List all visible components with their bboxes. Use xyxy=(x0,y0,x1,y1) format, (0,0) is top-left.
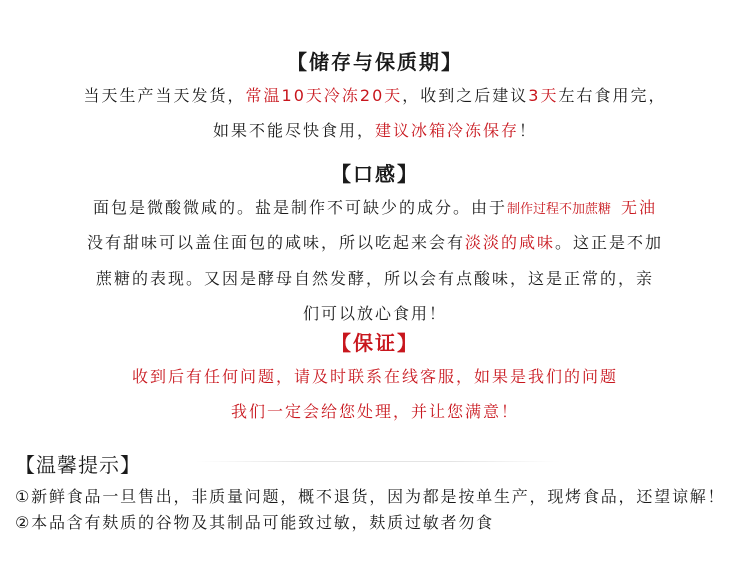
storage-text: 左右食用完， xyxy=(558,86,667,105)
storage-text: 当天生产当天发货， xyxy=(83,86,246,105)
storage-consume-days-highlight: 3天 xyxy=(528,86,559,105)
taste-line-3: 蔗糖的表现。又因是酵母自然发酵，所以会有点酸味，这是正常的，亲 xyxy=(95,269,654,288)
taste-no-sugar-highlight: 制作过程不加蔗糖 xyxy=(506,202,611,217)
taste-salty-highlight: 淡淡的咸味 xyxy=(464,233,555,252)
storage-shelf-life-highlight: 常温10天冷冻20天 xyxy=(245,86,403,105)
guarantee-line-2: 我们一定会给您处理，并让您满意！ xyxy=(230,402,519,421)
taste-text: 没有甜味可以盖住面包的咸味，所以吃起来会有 xyxy=(86,233,465,252)
divider-line xyxy=(195,461,560,462)
storage-text: 如果不能尽快食用， xyxy=(212,121,375,140)
taste-line-1 xyxy=(0,198,750,218)
guarantee-heading: 【保证】 xyxy=(331,331,419,355)
guarantee-line-1: 收到后有任何问题，请及时联系在线客服，如果是我们的问题 xyxy=(131,367,618,386)
tip-item: ②本品含有麸质的谷物及其制品可能致过敏，麸质过敏者勿食 xyxy=(15,513,494,532)
tip-item: ①新鲜食品一旦售出，非质量问题，概不退货，因为都是按单生产，现烤食品，还望谅解！ xyxy=(15,487,726,506)
storage-freeze-highlight: 建议冰箱冷冻保存 xyxy=(374,121,519,140)
taste-no-oil-highlight: 无油 xyxy=(621,198,658,217)
taste-line-4: 们可以放心食用！ xyxy=(302,304,447,323)
storage-text: ！ xyxy=(519,121,538,140)
storage-line-1 xyxy=(0,86,750,106)
taste-text: 。这正是不加 xyxy=(555,233,664,252)
taste-line-2 xyxy=(0,233,750,253)
taste-heading: 【口感】 xyxy=(331,162,419,186)
taste-text: 面包是微酸微咸的。盐是制作不可缺少的成分。由于 xyxy=(92,198,507,217)
storage-text: ，收到之后建议 xyxy=(402,86,529,105)
tips-heading: 【温馨提示】 xyxy=(15,453,141,477)
storage-line-2 xyxy=(0,121,750,141)
storage-heading: 【储存与保质期】 xyxy=(287,50,463,74)
